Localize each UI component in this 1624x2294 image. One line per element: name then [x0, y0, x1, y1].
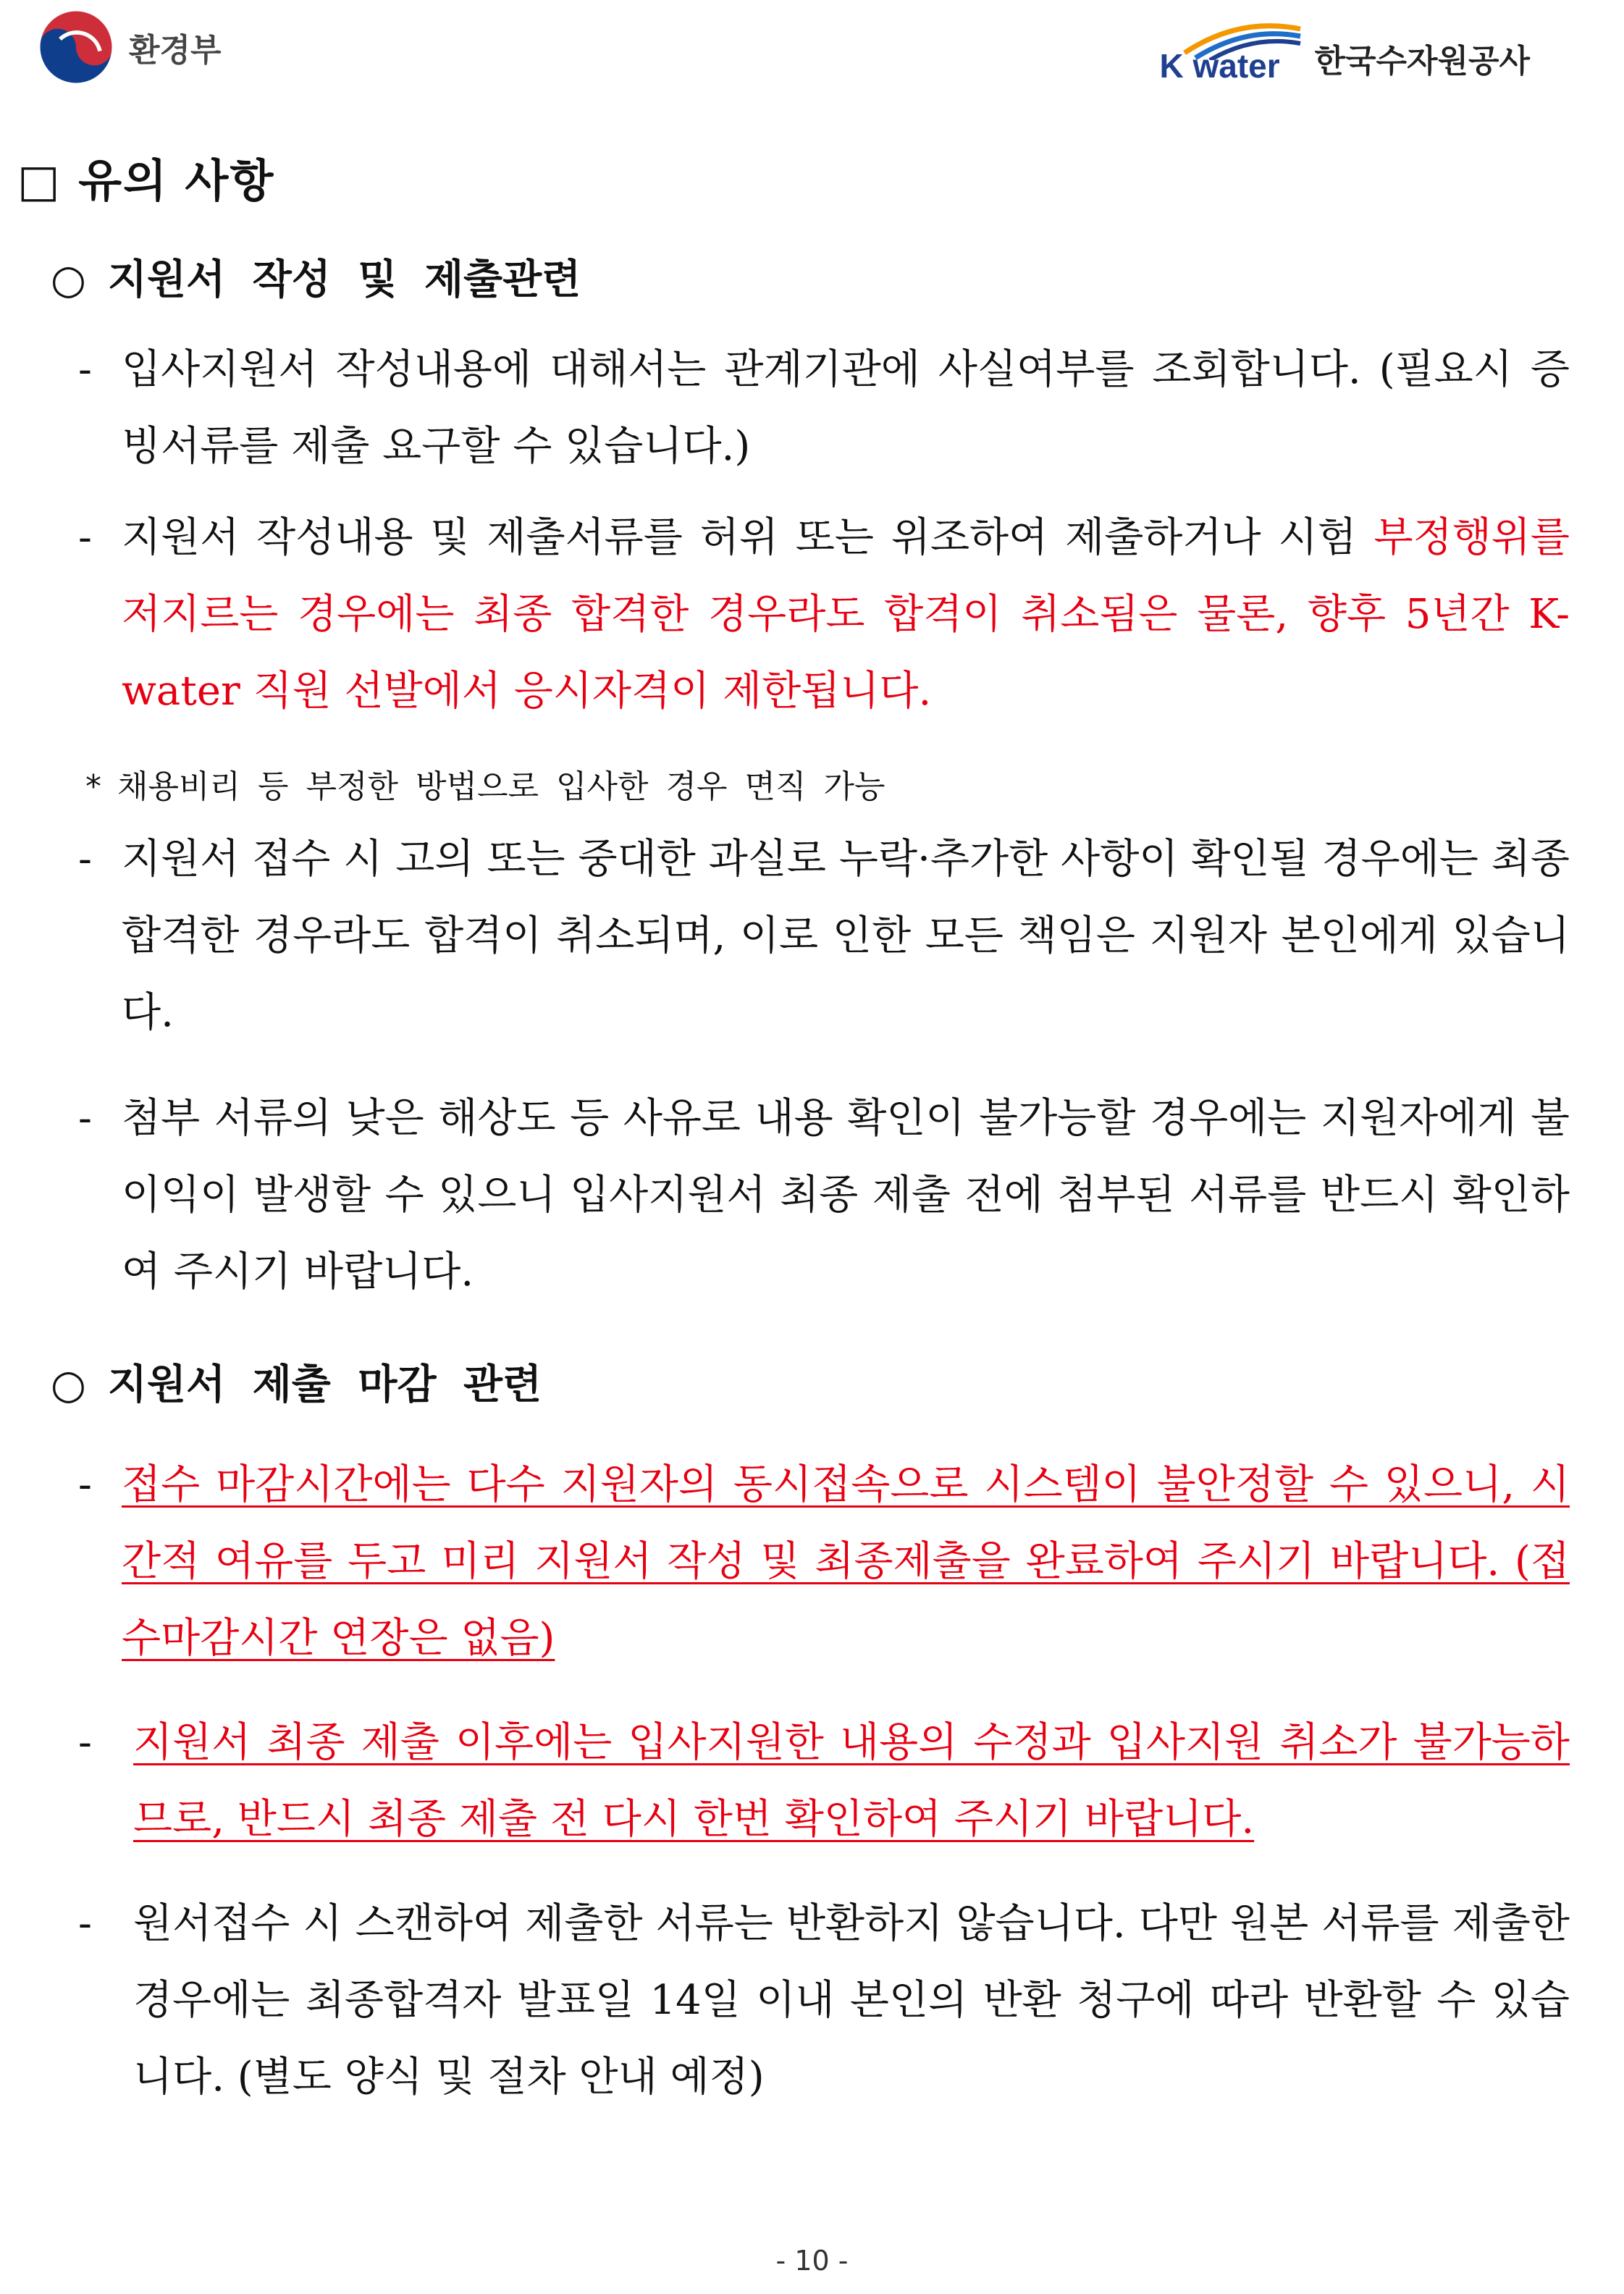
- warning-text: 접수 마감시간에는 다수 지원자의 동시접속으로 시스템이 불안정할 수 있으니, 시간적 여유를 두고 미리 지원서 작성 및 최종제출을 완료하여 주시기 바랍니다. (접수마감시간 연장은 없음): [122, 1461, 1570, 1662]
- subsection-title: [51, 1353, 542, 1411]
- dash-bullet: -: [78, 836, 92, 883]
- checkbox-square-icon: □: [17, 154, 62, 207]
- subsection-title: [51, 248, 581, 306]
- company-name: 한국수자원공사: [1314, 43, 1530, 80]
- warning-text: 부정행위를 저지르는 경우에는 최종 합격한 경우라도 합격이 취소됨은 물론, 향후 5년간 K-water 직원 선발에서 응시자격이 제한됩니다.: [122, 514, 1570, 715]
- list-item: [78, 821, 1570, 1051]
- list-item-text-black: 지원서 작성내용 및 제출서류를 허위 또는 위조하여 제출하거나 시험: [122, 514, 1374, 561]
- subsection-title-text: 지원서 제출 마감 관련: [107, 1361, 542, 1408]
- kwater-logo: [1159, 13, 1304, 85]
- list-item-text: 첨부 서류의 낮은 해상도 등 사유로 내용 확인이 불가능할 경우에는 지원자에게 불이익이 발생할 수 있으니 입사지원서 최종 제출 전에 첨부된 서류를 반드시 확인하여 주시기 바랍니다.: [122, 1095, 1570, 1295]
- dash-bullet: -: [78, 514, 92, 561]
- dash-bullet: -: [78, 346, 92, 393]
- taeguk-emblem-icon: [36, 7, 116, 87]
- dash-bullet: -: [78, 1095, 92, 1142]
- list-item: [78, 500, 1570, 730]
- warning-text: 지원서 최종 제출 이후에는 입사지원한 내용의 수정과 입사지원 취소가 불가능하므로, 반드시 최종 제출 전 다시 한번 확인하여 주시기 바랍니다.: [133, 1719, 1570, 1843]
- dash-bullet: -: [78, 1461, 92, 1508]
- section-title-text: 유의 사항: [78, 154, 275, 207]
- footnote-text: 채용비리 등 부정한 방법으로 입사한 경우 면직 가능: [117, 768, 885, 805]
- ministry-logo-group: [36, 7, 222, 87]
- list-item-text: 지원서 접수 시 고의 또는 중대한 과실로 누락·추가한 사항이 확인될 경우에는 최종 합격한 경우라도 합격이 취소되며, 이로 인한 모든 책임은 지원자 본인에게 있습니다.: [122, 836, 1570, 1036]
- dash-bullet: -: [78, 1719, 92, 1766]
- list-item-text: 원서접수 시 스캔하여 제출한 서류는 반환하지 않습니다. 다만 원본 서류를 제출한 경우에는 최종합격자 발표일 14일 이내 본인의 반환 청구에 따라 반환할 수 있습니다. (별도 양식 및 절차 안내 예정): [133, 1900, 1570, 2101]
- kwater-logo-group: [1159, 6, 1530, 85]
- list-item: [78, 1705, 1570, 1858]
- ministry-name: 환경부: [129, 32, 222, 69]
- subsection-title-text: 지원서 작성 및 제출관련: [107, 256, 581, 303]
- dash-bullet: -: [78, 1900, 92, 1947]
- circle-bullet-icon: ○: [51, 256, 86, 303]
- asterisk-mark: *: [85, 768, 101, 805]
- section-title: [17, 145, 274, 209]
- page-number: - 10 -: [775, 2245, 849, 2277]
- kwater-wordmark: K water: [1159, 47, 1280, 85]
- list-item: [78, 1447, 1570, 1677]
- circle-bullet-icon: ○: [51, 1361, 86, 1408]
- list-item: [78, 1080, 1570, 1311]
- list-item-text: [122, 500, 1570, 730]
- list-item-text: 입사지원서 작성내용에 대해서는 관계기관에 사실여부를 조회합니다. (필요시 증빙서류를 제출 요구할 수 있습니다.): [122, 346, 1570, 470]
- list-item: [78, 332, 1570, 485]
- list-item: [78, 1886, 1570, 2116]
- footnote: [85, 760, 885, 807]
